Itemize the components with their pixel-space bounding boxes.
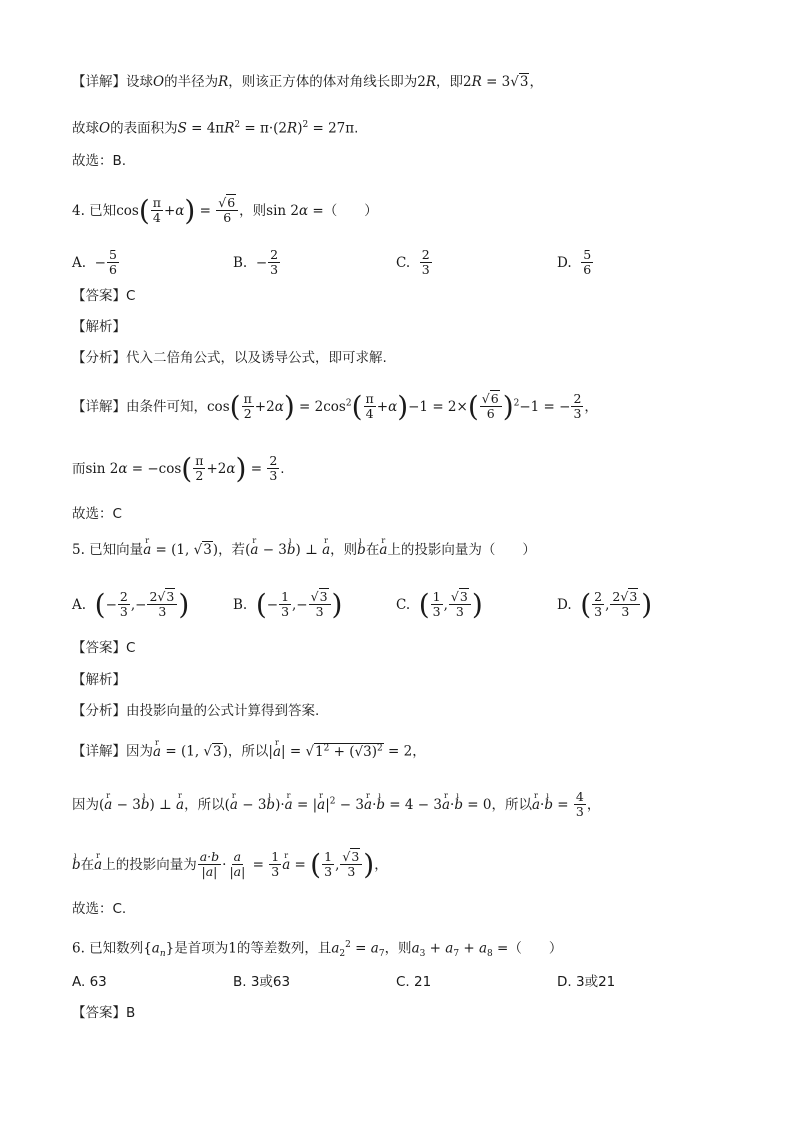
q5-choice: 故选：C.: [72, 901, 127, 917]
q5-option-c[interactable]: C. ( $\frac{1}{3}$ , $\frac{√3}{3}$ ): [396, 587, 483, 621]
detail-label: 【详解】: [72, 74, 126, 90]
q4-stem: 4. 已知cos( $\frac{\pi}{4}$ +α) = $\frac{√6}{6}$ ，则sin 2α =（ ）: [72, 193, 378, 227]
q4-option-b[interactable]: B. − $\frac{2}{3}$: [233, 247, 279, 278]
q5-option-a[interactable]: A. (− $\frac{2}{3}$ ,− $\frac{2√3}{3}$ ): [72, 587, 190, 621]
q5-detail1: 【详解】因为r a = (1, √3)，所以|r $a| = √1^2 + (√3)^2 = 2$，: [72, 738, 734, 762]
q6-answer: 【答案】B: [72, 1005, 136, 1021]
q5-stem: 5. 已知向量r a = (1, √3)，若(r a − 3ı b) ⊥ r a，则ı b在r a上的投影向量为（ ）: [72, 540, 734, 560]
q4-fenxi: 【分析】代入二倍角公式，以及诱导公式，即可求解.: [72, 350, 387, 366]
q4-option-d[interactable]: D. $\frac{5}{6}$: [557, 247, 592, 278]
q4-answer: 【答案】C: [72, 288, 136, 304]
q5-detail3: ı b在r a上的投影向量为 $\frac{a\cdot b}{|a|}$ · $\frac{a}{|a|}$ = $\frac{1}{3}$ r a = ( $\frac{1}{3}$ , $\frac{√3}{3}$ )，: [72, 850, 734, 880]
q6-option-d[interactable]: D. 3或21: [557, 974, 616, 990]
q4-analysis-label: 【解析】: [72, 319, 126, 335]
q4-detail2: 而sin 2α = −cos( $\frac{\pi}{2}$ +2α) = $\frac{2}{3}$ .: [72, 451, 285, 485]
q3-choice: 故选：B.: [72, 153, 127, 169]
q5-option-b[interactable]: B. (− $\frac{1}{3}$ ,− $\frac{√3}{3}$ ): [233, 587, 343, 621]
q6-stem: 6. 已知数列$\{a_n\}$是首项为1的等差数列，且$a_2^2 = a_7$，则$a_3 + a_7 + a_8$ =（ ）: [72, 940, 563, 960]
q5-fenxi: 【分析】由投影向量的公式计算得到答案.: [72, 703, 320, 719]
q5-option-d[interactable]: D. ( $\frac{2}{3}$ , $\frac{2√3}{3}$ ): [557, 587, 653, 621]
q4-choice: 故选：C: [72, 506, 122, 522]
q5-analysis-label: 【解析】: [72, 672, 126, 688]
q4-option-c[interactable]: C. $\frac{2}{3}$: [396, 247, 430, 278]
q5-detail2: 因为(r a − 3ı b) ⊥ r a，所以(r a − 3ı b)·r a = |r $a|^2 - 3r$ a·ı b = 4 − 3r a·ı b = 0，所以r a·ı b = $\frac{4}{3}$ ，: [72, 790, 734, 820]
q4-option-a[interactable]: A. − $\frac{5}{6}$: [72, 247, 117, 278]
q5-answer: 【答案】C: [72, 640, 136, 656]
q3-area-line: 故球O的表面积为$S = 4\pi R^2 = \pi\cdot(2R)^2 = 27\pi$.: [72, 120, 359, 137]
q6-option-c[interactable]: C. 21: [396, 974, 432, 990]
q4-detail: 【详解】由条件可知，cos( $\frac{\pi}{2}$ $+2\alpha) = 2\cos^2$( $\frac{\pi}{4}$ +α)−1 = 2×( $\frac{√6}{6}$ )$^2$−1 = − $\frac{2}{3}$ ，: [72, 389, 598, 423]
q6-option-b[interactable]: B. 3或63: [233, 974, 291, 990]
q3-detail-line: 【详解】设球O的半径为R，则该正方体的体对角线长即为2R，即2R = 3√3，: [72, 74, 543, 90]
q6-option-a[interactable]: A. 63: [72, 974, 107, 990]
